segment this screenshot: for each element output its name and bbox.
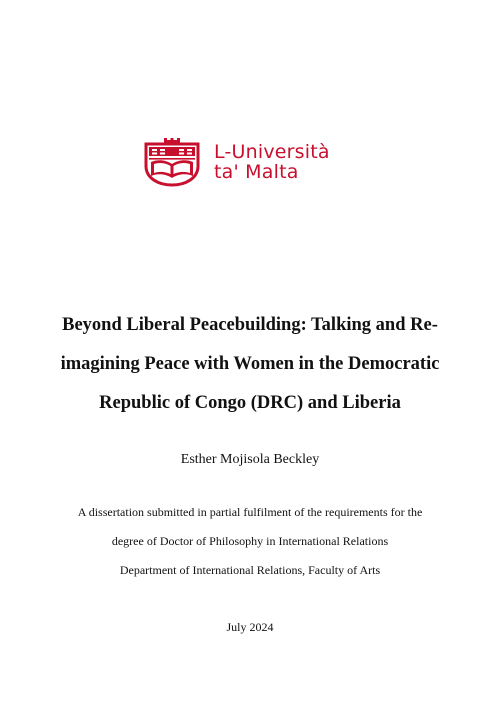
- university-logo: [142, 138, 362, 190]
- university-name: [214, 142, 330, 182]
- author-name: Esther Mojisola Beckley: [180, 452, 320, 467]
- university-name-line1: L-Università: [214, 141, 330, 163]
- title-line-3: Republic of Congo (DRC) and Liberia: [99, 393, 401, 413]
- submission-date: July 2024: [226, 620, 274, 634]
- statement-line-1: A dissertation submitted in partial fulfilment of the requirements for the: [77, 505, 423, 519]
- statement-line-3: Department of International Relations, Faculty of Arts: [119, 563, 381, 577]
- university-name-line2: ta' Malta: [214, 161, 299, 183]
- statement-line-2: degree of Doctor of Philosophy in International Relations: [111, 534, 389, 548]
- submission-statement: [40, 498, 460, 585]
- title-line-1: Beyond Liberal Peacebuilding: Talking and Re-: [62, 315, 438, 335]
- university-crest-icon: [142, 138, 202, 188]
- dissertation-title: [30, 306, 470, 423]
- title-line-2: imagining Peace with Women in the Democratic: [60, 354, 440, 374]
